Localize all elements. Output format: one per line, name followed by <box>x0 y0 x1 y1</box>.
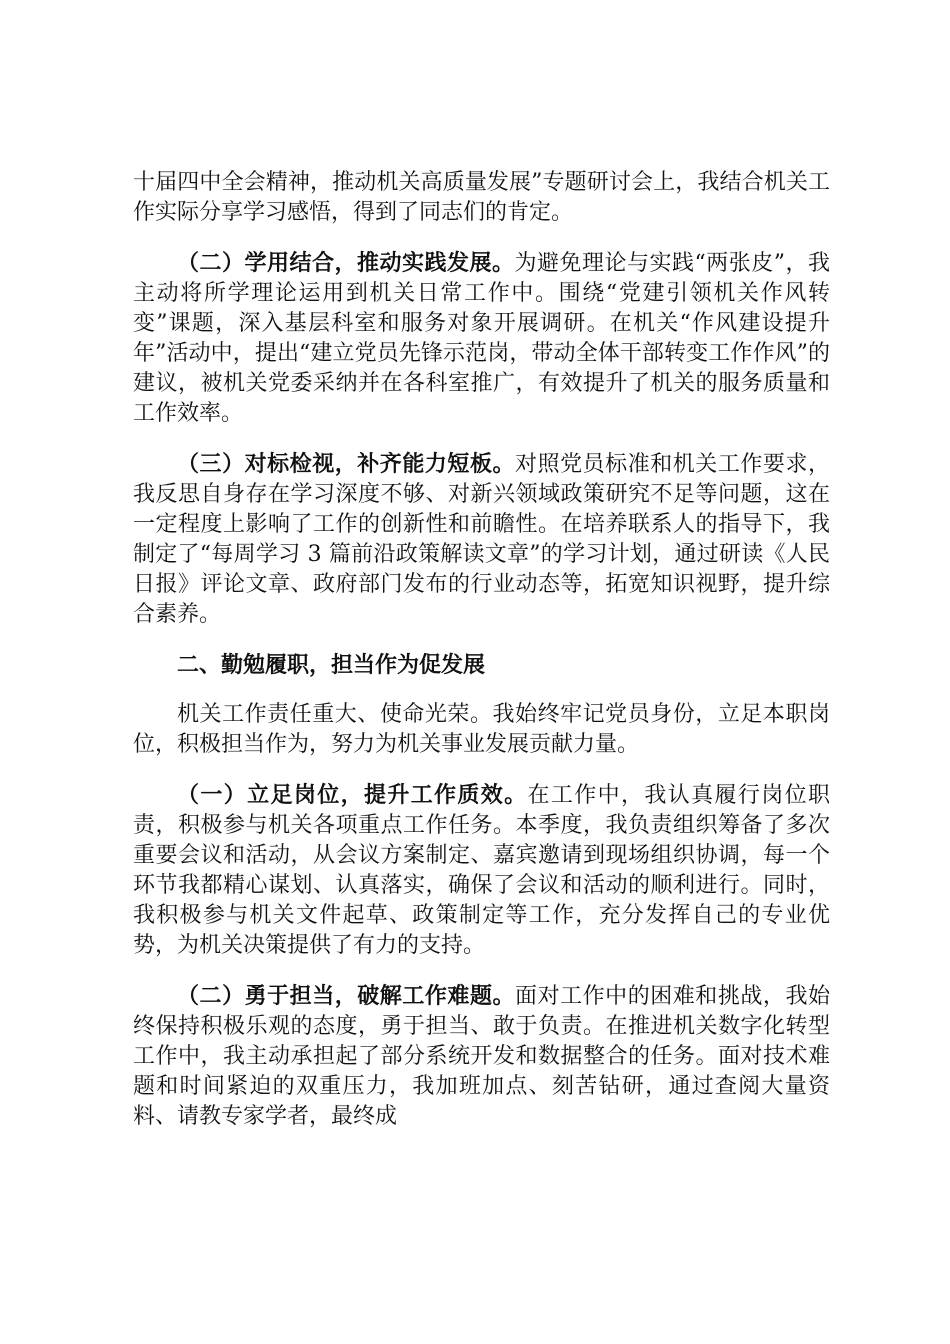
paragraph-post-duty <box>133 780 830 961</box>
document-body <box>133 168 830 1152</box>
paragraph-self-review <box>133 449 830 630</box>
paragraph-study-application <box>133 248 830 429</box>
paragraph-text: 面对工作中的困难和挑战，我始终保持积极乐观的态度，勇于担当、敢于负责。在推进机关数字化转型工作中，我主动承担起了部分系统开发和数据整合的任务。面对技术难题和时间紧迫的双重压力，我加班加点、刻苦钻研，通过查阅大量资料、请教专家学者，最终成 <box>133 984 830 1129</box>
paragraph-text: 为避免理论与实践“两张皮”，我主动将所学理论运用到机关日常工作中。围绕“党建引领机关作风转变”课题，深入基层科室和服务对象开展调研。在机关“作风建设提升年”活动中，提出“建立党员先锋示范岗，带动全体干部转变工作作风”的建议，被机关党委采纳并在各科室推广，有效提升了机关的服务质量和工作效率。 <box>133 251 830 426</box>
paragraph-continued <box>133 168 830 228</box>
paragraph-text: 机关工作责任重大、使命光荣。我始终牢记党员身份，立足本职岗位，积极担当作为，努力为机关事业发展贡献力量。 <box>133 702 830 757</box>
paragraph-text: 对照党员标准和机关工作要求，我反思自身存在学习深度不够、对新兴领域政策研究不足等问题，这在一定程度上影响了工作的创新性和前瞻性。在培养联系人的指导下，我制定了“每周学习 3 篇前沿政策解读文章”的学习计划，通过研读《人民日报》评论文章、政府部门发布的行业动态等，拓宽知识视野，提升综合素养。 <box>133 452 830 627</box>
paragraph-intro <box>133 700 830 760</box>
paragraph-lead: （二）勇于担当，破解工作难题。 <box>177 983 516 1009</box>
paragraph-text: 在工作中，我认真履行岗位职责，积极参与机关各项重点工作任务。本季度，我负责组织筹备了多次重要会议和活动，从会议方案制定、嘉宾邀请到现场组织协调，每一个环节我都精心谋划、认真落实，确保了会议和活动的顺利进行。同时，我积极参与机关文件起草、政策制定等工作，充分发挥自己的专业优势，为机关决策提供了有力的支持。 <box>133 783 830 958</box>
paragraph-responsibility <box>133 981 830 1132</box>
paragraph-text: 十届四中全会精神，推动机关高质量发展”专题研讨会上，我结合机关工作实际分享学习感悟，得到了同志们的肯定。 <box>133 170 830 225</box>
section-heading: 二、勤勉履职，担当作为促发展 <box>177 652 486 678</box>
paragraph-lead: （一）立足岗位，提升工作质效。 <box>177 782 528 808</box>
paragraph-lead: （三）对标检视，补齐能力短板。 <box>177 451 516 477</box>
paragraph-lead: （二）学用结合，推动实践发展。 <box>177 250 515 276</box>
